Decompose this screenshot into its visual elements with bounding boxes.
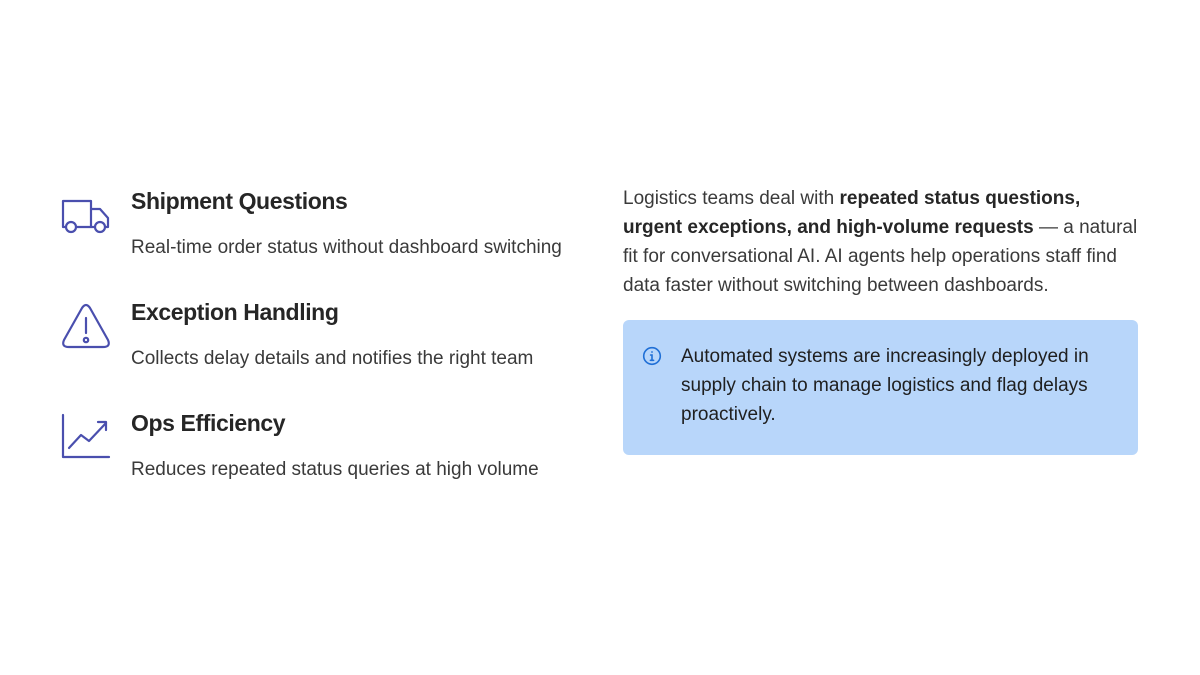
feature-description: Collects delay details and notifies the right team <box>131 348 534 369</box>
feature-description: Reduces repeated status queries at high volume <box>131 459 539 480</box>
callout-text: Automated systems are increasingly deployed in supply chain to manage logistics and flag delays proactively. <box>681 346 1089 425</box>
intro-paragraph <box>623 184 1143 300</box>
trending-up-chart-icon <box>60 413 112 461</box>
feature-title: Shipment Questions <box>131 188 348 214</box>
intro-tail: — a natural fit for conversational AI. AI agents help operations staff find data faster without switching between dashboards. <box>623 217 1138 296</box>
warning-triangle-icon <box>60 302 112 350</box>
feature-title: Exception Handling <box>131 299 339 325</box>
feature-title: Ops Efficiency <box>131 410 286 436</box>
feature-ops-efficiency <box>60 408 580 519</box>
feature-description: Real-time order status without dashboard switching <box>131 237 562 258</box>
feature-list <box>60 186 580 519</box>
feature-exception-handling <box>60 297 580 408</box>
intro-lead: Logistics teams deal with <box>623 188 840 209</box>
info-callout <box>623 320 1138 455</box>
info-circle-icon <box>642 346 662 366</box>
truck-icon <box>60 191 112 239</box>
intro-emphasis: repeated status questions, urgent exceptions, and high-volume requests <box>623 188 1081 238</box>
feature-shipment-questions <box>60 186 580 297</box>
